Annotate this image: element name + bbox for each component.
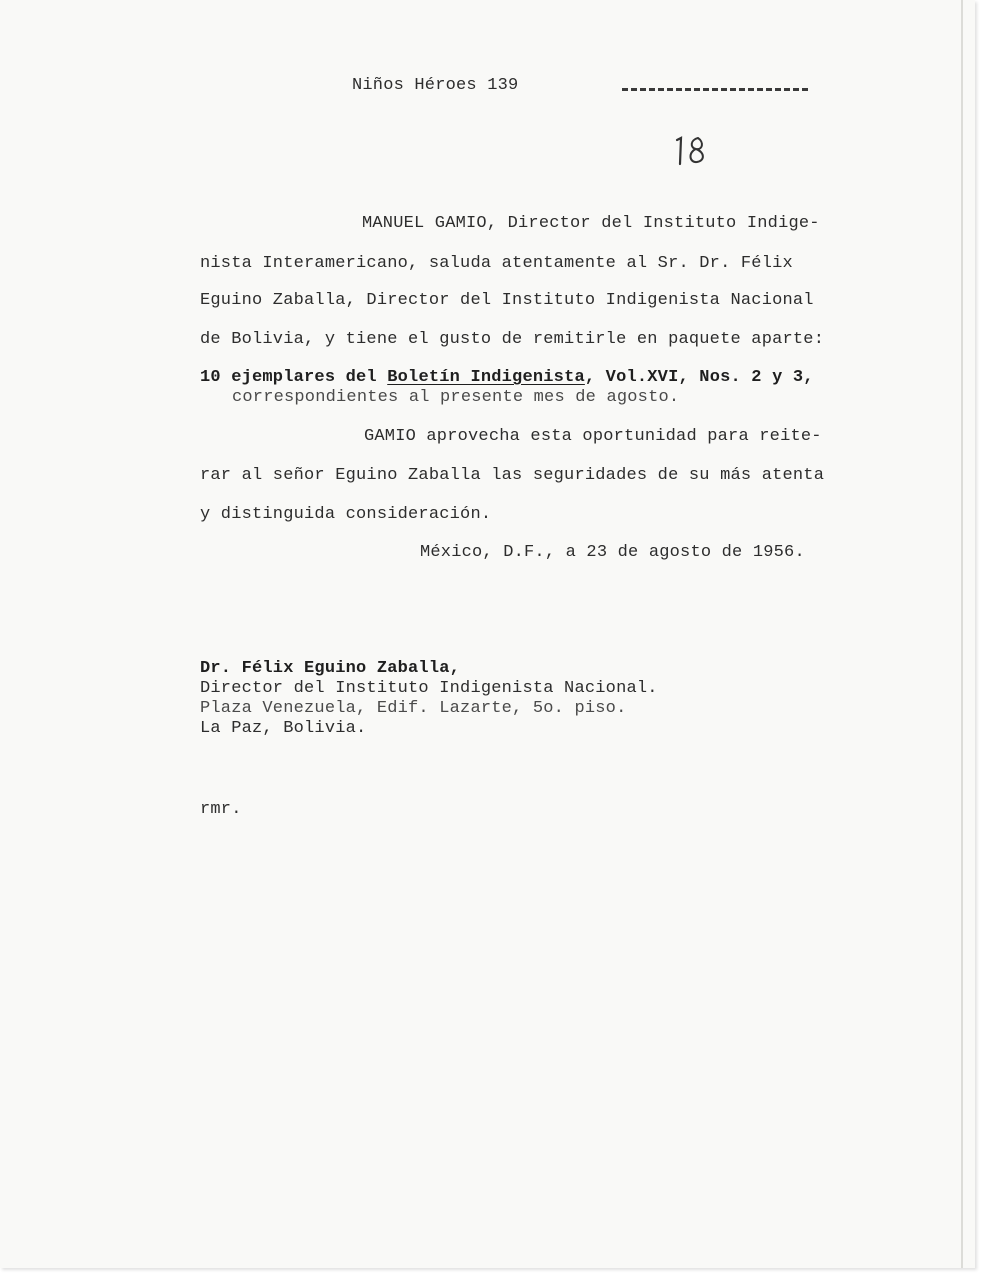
- page-edge: [961, 0, 963, 1268]
- paragraph-2-line-2: rar al señor Eguino Zaballa las seguridades de su más atenta: [200, 466, 825, 485]
- paragraph-2-line-1: GAMIO aprovecha esta oportunidad para reite-: [364, 427, 822, 446]
- paragraph-2-line-3: y distinguida consideración.: [200, 505, 492, 524]
- copies-text: 10 ejemplares del: [200, 368, 388, 387]
- paragraph-1-line-6: correspondientes al presente mes de agosto.: [232, 388, 680, 407]
- paragraph-1-line-4: de Bolivia, y tiene el gusto de remitirle en paquete aparte:: [200, 330, 825, 349]
- recipient-title: Director del Instituto Indigenista Nacional.: [200, 679, 658, 698]
- handwritten-number: [672, 134, 712, 168]
- sender-address: Niños Héroes 139: [352, 76, 519, 95]
- recipient-name: Dr. Félix Eguino Zaballa,: [200, 659, 461, 678]
- volume-text: , Vol.XVI, Nos. 2 y 3,: [584, 368, 814, 387]
- date-line: México, D.F., a 23 de agosto de 1956.: [420, 543, 805, 562]
- paragraph-1-line-2: nista Interamericano, saluda atentamente al Sr. Dr. Félix: [200, 254, 793, 273]
- bulletin-title: Boletín Indigenista: [387, 368, 585, 387]
- paragraph-1-line-3: Eguino Zaballa, Director del Instituto Indigenista Nacional: [200, 291, 814, 310]
- paragraph-1-line-5: [200, 368, 814, 388]
- paragraph-1-line-1: MANUEL GAMIO, Director del Instituto Indige-: [362, 214, 820, 233]
- address-dash-line: [622, 88, 808, 91]
- recipient-city: La Paz, Bolivia.: [200, 719, 367, 738]
- recipient-street: Plaza Venezuela, Edif. Lazarte, 5o. piso.: [200, 699, 627, 718]
- typist-initials: rmr.: [200, 800, 242, 819]
